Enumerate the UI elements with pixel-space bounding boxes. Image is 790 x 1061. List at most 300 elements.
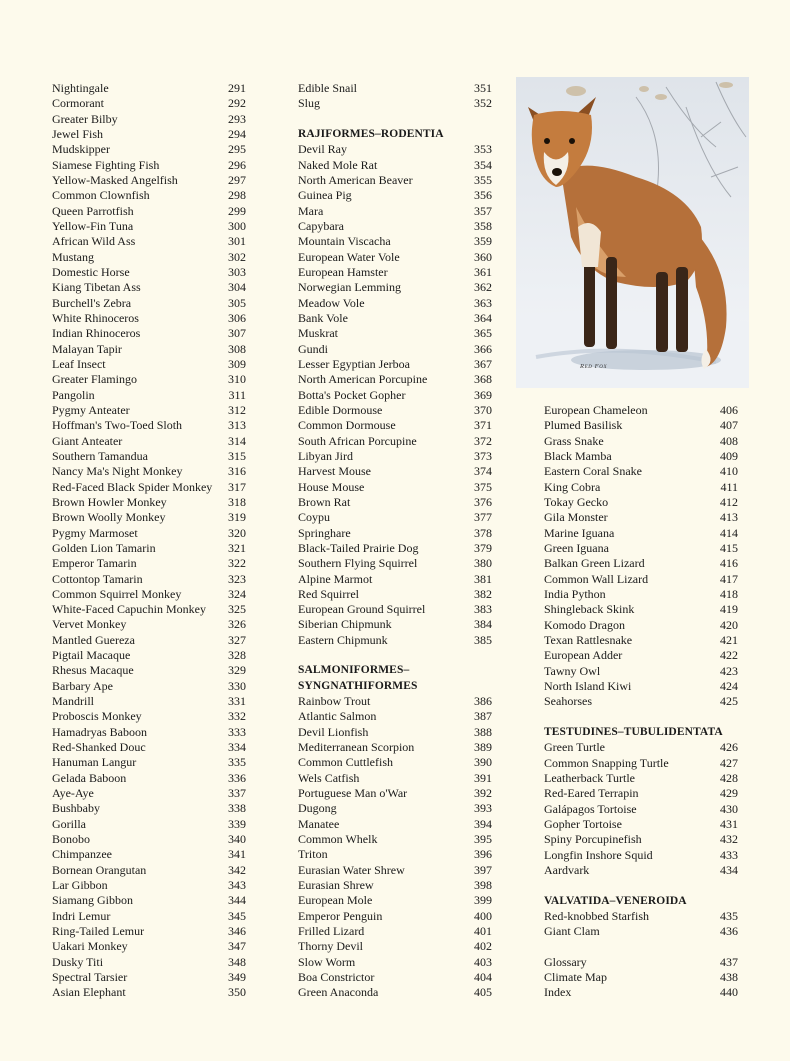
contents-entry xyxy=(544,403,738,418)
entry-name: Gundi xyxy=(298,341,328,356)
contents-column-1 xyxy=(52,81,246,1001)
contents-entry xyxy=(298,81,492,96)
entry-name: Leatherback Turtle xyxy=(544,770,635,785)
entry-name: Common Whelk xyxy=(298,832,378,847)
contents-entry xyxy=(52,587,246,602)
entry-page-number: 302 xyxy=(228,249,246,264)
contents-entry xyxy=(52,81,246,96)
contents-column-2 xyxy=(298,81,492,1001)
entry-page-number: 415 xyxy=(720,540,738,555)
entry-name: Seahorses xyxy=(544,694,592,709)
spacer xyxy=(544,939,738,954)
entry-page-number: 371 xyxy=(474,418,492,433)
entry-page-number: 332 xyxy=(228,709,246,724)
entry-page-number: 380 xyxy=(474,556,492,571)
entry-page-number: 360 xyxy=(474,249,492,264)
section-heading: VALVATIDA–VENEROIDA xyxy=(544,894,687,907)
entry-page-number: 436 xyxy=(720,924,738,939)
entry-name: King Cobra xyxy=(544,479,601,494)
entry-name: Barbary Ape xyxy=(52,678,113,693)
entry-name: Frilled Lizard xyxy=(298,924,365,939)
entry-page-number: 387 xyxy=(474,709,492,724)
entry-name: Bank Vole xyxy=(298,310,348,325)
contents-entry xyxy=(298,970,492,985)
contents-entry xyxy=(52,924,246,939)
contents-entry xyxy=(298,96,492,111)
entry-page-number: 322 xyxy=(228,556,246,571)
entry-name: Texan Rattlesnake xyxy=(544,632,633,647)
entry-name: India Python xyxy=(544,586,606,601)
entry-page-number: 389 xyxy=(474,740,492,755)
entry-page-number: 298 xyxy=(228,188,246,203)
entry-page-number: 428 xyxy=(720,770,738,785)
contents-entry xyxy=(544,832,738,847)
entry-name: Norwegian Lemming xyxy=(298,280,401,295)
entry-name: Bornean Orangutan xyxy=(52,862,147,877)
contents-entry xyxy=(52,265,246,280)
contents-entry xyxy=(544,756,738,771)
entry-page-number: 353 xyxy=(474,142,492,157)
entry-name: Queen Parrotfish xyxy=(52,203,134,218)
contents-entry xyxy=(52,694,246,709)
entry-page-number: 351 xyxy=(474,81,492,95)
entry-name: Bonobo xyxy=(52,832,91,847)
entry-name: Red-Eared Terrapin xyxy=(544,786,639,801)
contents-entry xyxy=(544,449,738,464)
entry-name: Southern Flying Squirrel xyxy=(298,556,418,571)
entry-page-number: 326 xyxy=(228,617,246,632)
entry-page-number: 321 xyxy=(228,540,246,555)
entry-page-number: 374 xyxy=(474,464,492,479)
entry-name: Bushbaby xyxy=(52,801,100,816)
contents-entry xyxy=(298,587,492,602)
entry-page-number: 429 xyxy=(720,786,738,801)
contents-entry xyxy=(298,893,492,908)
entry-name: Eastern Chipmunk xyxy=(298,632,388,647)
entry-name: Coypu xyxy=(298,510,331,525)
entry-name: North American Beaver xyxy=(298,172,413,187)
contents-entry xyxy=(298,219,492,234)
entry-page-number: 366 xyxy=(474,341,492,356)
contents-entry xyxy=(52,725,246,740)
entry-name: Lar Gibbon xyxy=(52,878,108,893)
entry-page-number: 309 xyxy=(228,356,246,371)
contents-entry xyxy=(298,296,492,311)
entry-page-number: 297 xyxy=(228,172,246,187)
contents-entry xyxy=(52,817,246,832)
entry-name: Pigtail Macaque xyxy=(52,648,131,663)
entry-page-number: 416 xyxy=(720,556,738,571)
contents-entry xyxy=(298,403,492,418)
contents-entry xyxy=(298,924,492,939)
entry-page-number: 319 xyxy=(228,510,246,525)
entry-page-number: 410 xyxy=(720,464,738,479)
entry-name: Malayan Tapir xyxy=(52,341,122,356)
contents-entry xyxy=(298,510,492,525)
entry-name: Nightingale xyxy=(52,81,109,95)
entry-page-number: 307 xyxy=(228,326,246,341)
entry-name: Mountain Viscacha xyxy=(298,234,391,249)
entry-name: Rhesus Macaque xyxy=(52,663,134,678)
entry-page-number: 417 xyxy=(720,571,738,586)
contents-entry xyxy=(52,847,246,862)
entry-name: Aardvark xyxy=(544,862,590,877)
contents-entry xyxy=(298,388,492,403)
contents-entry xyxy=(298,265,492,280)
entry-name: Siamese Fighting Fish xyxy=(52,157,160,172)
entry-name: Harvest Mouse xyxy=(298,464,371,479)
entry-page-number: 377 xyxy=(474,510,492,525)
entry-page-number: 311 xyxy=(228,387,246,402)
entry-name: Mara xyxy=(298,203,324,218)
entry-page-number: 403 xyxy=(474,954,492,969)
contents-entry xyxy=(52,556,246,571)
contents-entry xyxy=(298,740,492,755)
entry-page-number: 345 xyxy=(228,908,246,923)
entry-name: Greater Bilby xyxy=(52,111,118,126)
entry-page-number: 340 xyxy=(228,832,246,847)
entry-page-number: 409 xyxy=(720,448,738,463)
entry-name: Mandrill xyxy=(52,694,94,709)
contents-entry xyxy=(52,939,246,954)
contents-entry xyxy=(52,572,246,587)
entry-name: Tawny Owl xyxy=(544,663,601,678)
entry-name: Edible Dormouse xyxy=(298,402,383,417)
entry-name: Komodo Dragon xyxy=(544,617,625,632)
contents-entry xyxy=(298,357,492,372)
entry-name: African Wild Ass xyxy=(52,234,136,249)
entry-name: Devil Ray xyxy=(298,142,347,157)
contents-entry xyxy=(544,526,738,541)
entry-name: Thorny Devil xyxy=(298,939,363,954)
entry-name: Grass Snake xyxy=(544,433,604,448)
entry-page-number: 424 xyxy=(720,678,738,693)
contents-entry xyxy=(544,495,738,510)
entry-name: Devil Lionfish xyxy=(298,724,369,739)
contents-entry xyxy=(298,372,492,387)
entry-name: Hoffman's Two-Toed Sloth xyxy=(52,418,183,433)
entry-page-number: 385 xyxy=(474,632,492,647)
entry-name: Rainbow Trout xyxy=(298,694,371,709)
contents-entry xyxy=(298,464,492,479)
entry-page-number: 344 xyxy=(228,893,246,908)
entry-name: Plumed Basilisk xyxy=(544,418,623,433)
entry-page-number: 388 xyxy=(474,724,492,739)
contents-entry xyxy=(544,786,738,801)
contents-entry xyxy=(52,142,246,157)
contents-entry xyxy=(52,495,246,510)
entry-name: White Rhinoceros xyxy=(52,310,139,325)
contents-entry xyxy=(52,510,246,525)
entry-page-number: 359 xyxy=(474,234,492,249)
contents-entry xyxy=(544,848,738,863)
contents-entry xyxy=(544,679,738,694)
contents-entry xyxy=(52,449,246,464)
entry-page-number: 306 xyxy=(228,310,246,325)
entry-page-number: 329 xyxy=(228,663,246,678)
entry-name: Common Squirrel Monkey xyxy=(52,586,182,601)
entry-name: Gorilla xyxy=(52,816,86,831)
entry-page-number: 313 xyxy=(228,418,246,433)
contents-entry xyxy=(298,526,492,541)
entry-page-number: 401 xyxy=(474,924,492,939)
contents-entry xyxy=(52,280,246,295)
entry-name: Tokay Gecko xyxy=(544,494,609,509)
contents-entry xyxy=(52,526,246,541)
entry-page-number: 330 xyxy=(228,678,246,693)
contents-entry xyxy=(52,909,246,924)
entry-name: Aye-Aye xyxy=(52,786,94,801)
entry-page-number: 390 xyxy=(474,755,492,770)
entry-page-number: 294 xyxy=(228,126,246,141)
entry-page-number: 437 xyxy=(720,954,738,969)
contents-entry xyxy=(52,219,246,234)
contents-entry xyxy=(52,863,246,878)
entry-page-number: 420 xyxy=(720,617,738,632)
contents-entry xyxy=(298,939,492,954)
entry-name: Hanuman Langur xyxy=(52,755,137,770)
contents-entry xyxy=(298,725,492,740)
entry-page-number: 364 xyxy=(474,310,492,325)
contents-entry xyxy=(52,955,246,970)
contents-entry xyxy=(298,188,492,203)
entry-name: Eastern Coral Snake xyxy=(544,464,642,479)
entry-page-number: 399 xyxy=(474,893,492,908)
spacer xyxy=(298,112,492,127)
entry-page-number: 393 xyxy=(474,801,492,816)
entry-page-number: 341 xyxy=(228,847,246,862)
entry-name: Gopher Tortoise xyxy=(544,816,622,831)
contents-entry xyxy=(298,847,492,862)
contents-entry xyxy=(52,648,246,663)
contents-entry xyxy=(298,173,492,188)
entry-name: Brown Woolly Monkey xyxy=(52,510,166,525)
entry-page-number: 300 xyxy=(228,218,246,233)
entry-page-number: 335 xyxy=(228,755,246,770)
entry-page-number: 323 xyxy=(228,571,246,586)
entry-name: Uakari Monkey xyxy=(52,939,128,954)
entry-name: Shingleback Skink xyxy=(544,602,635,617)
entry-name: Triton xyxy=(298,847,328,862)
contents-entry xyxy=(298,434,492,449)
entry-page-number: 372 xyxy=(474,433,492,448)
entry-page-number: 425 xyxy=(720,694,738,709)
contents-entry xyxy=(298,771,492,786)
entry-page-number: 394 xyxy=(474,816,492,831)
entry-name: Index xyxy=(544,985,572,1000)
contents-entry xyxy=(298,311,492,326)
contents-entry xyxy=(52,464,246,479)
contents-entry xyxy=(52,388,246,403)
entry-page-number: 336 xyxy=(228,770,246,785)
entry-name: Common Cuttlefish xyxy=(298,755,394,770)
entry-page-number: 333 xyxy=(228,724,246,739)
entry-name: Slug xyxy=(298,96,321,111)
entry-page-number: 412 xyxy=(720,494,738,509)
entry-name: Yellow-Masked Angelfish xyxy=(52,172,178,187)
entry-name: Leaf Insect xyxy=(52,356,106,371)
entry-page-number: 346 xyxy=(228,924,246,939)
entry-name: Wels Catfish xyxy=(298,770,360,785)
entry-page-number: 293 xyxy=(228,111,246,126)
contents-entry xyxy=(52,985,246,1000)
contents-entry xyxy=(298,480,492,495)
entry-name: Siberian Chipmunk xyxy=(298,617,392,632)
entry-page-number: 434 xyxy=(720,862,738,877)
entry-page-number: 418 xyxy=(720,586,738,601)
contents-entry xyxy=(52,663,246,678)
contents-entry xyxy=(298,326,492,341)
entry-name: Marine Iguana xyxy=(544,525,615,540)
contents-entry xyxy=(52,602,246,617)
contents-entry xyxy=(298,342,492,357)
section-heading: SYNGNATHIFORMES xyxy=(298,679,418,692)
entry-name: Botta's Pocket Gopher xyxy=(298,387,406,402)
entry-name: Brown Howler Monkey xyxy=(52,494,167,509)
entry-name: Eurasian Water Shrew xyxy=(298,862,405,877)
entry-page-number: 357 xyxy=(474,203,492,218)
entry-page-number: 303 xyxy=(228,264,246,279)
entry-name: Red-knobbed Starfish xyxy=(544,908,649,923)
entry-page-number: 342 xyxy=(228,862,246,877)
entry-page-number: 413 xyxy=(720,510,738,525)
contents-entry xyxy=(544,618,738,633)
contents-entry xyxy=(52,173,246,188)
entry-page-number: 347 xyxy=(228,939,246,954)
contents-entry xyxy=(544,664,738,679)
entry-page-number: 383 xyxy=(474,602,492,617)
contents-entry xyxy=(298,694,492,709)
entry-name: Boa Constrictor xyxy=(298,970,375,985)
contents-entry xyxy=(298,280,492,295)
contents-entry xyxy=(52,679,246,694)
entry-page-number: 337 xyxy=(228,786,246,801)
contents-entry xyxy=(544,572,738,587)
entry-name: Common Dormouse xyxy=(298,418,396,433)
red-fox-illustration xyxy=(516,77,749,388)
contents-entry xyxy=(298,817,492,832)
entry-page-number: 304 xyxy=(228,280,246,295)
entry-name: Libyan Jird xyxy=(298,448,353,463)
entry-page-number: 327 xyxy=(228,632,246,647)
entry-page-number: 367 xyxy=(474,356,492,371)
contents-entry xyxy=(298,556,492,571)
entry-name: Climate Map xyxy=(544,970,607,985)
figure-caption: Red Fox xyxy=(580,363,608,370)
contents-entry xyxy=(298,449,492,464)
entry-page-number: 320 xyxy=(228,525,246,540)
contents-entry xyxy=(298,955,492,970)
entry-page-number: 406 xyxy=(720,403,738,417)
entry-name: Jewel Fish xyxy=(52,126,103,141)
entry-name: Red Squirrel xyxy=(298,586,359,601)
entry-page-number: 361 xyxy=(474,264,492,279)
entry-page-number: 299 xyxy=(228,203,246,218)
entry-name: Gila Monster xyxy=(544,510,608,525)
contents-entry xyxy=(298,617,492,632)
entry-page-number: 292 xyxy=(228,96,246,111)
contents-entry xyxy=(298,755,492,770)
entry-page-number: 378 xyxy=(474,525,492,540)
contents-entry xyxy=(52,755,246,770)
contents-entry xyxy=(52,403,246,418)
entry-page-number: 305 xyxy=(228,295,246,310)
contents-entry xyxy=(52,188,246,203)
entry-page-number: 421 xyxy=(720,632,738,647)
contents-entry xyxy=(544,434,738,449)
spacer xyxy=(544,710,738,725)
entry-name: Common Snapping Turtle xyxy=(544,755,669,770)
entry-page-number: 382 xyxy=(474,586,492,601)
entry-page-number: 295 xyxy=(228,142,246,157)
entry-page-number: 433 xyxy=(720,847,738,862)
entry-name: Cormorant xyxy=(52,96,104,111)
entry-name: Eurasian Shrew xyxy=(298,878,374,893)
entry-page-number: 362 xyxy=(474,280,492,295)
entry-name: Green Turtle xyxy=(544,740,605,755)
contents-entry xyxy=(298,878,492,893)
entry-name: Giant Anteater xyxy=(52,433,123,448)
entry-name: North Island Kiwi xyxy=(544,678,632,693)
entry-name: Naked Mole Rat xyxy=(298,157,378,172)
entry-page-number: 365 xyxy=(474,326,492,341)
entry-name: Brown Rat xyxy=(298,494,351,509)
entry-name: Longfin Inshore Squid xyxy=(544,847,653,862)
entry-name: Nancy Ma's Night Monkey xyxy=(52,464,183,479)
entry-name: Vervet Monkey xyxy=(52,617,127,632)
spacer xyxy=(298,648,492,663)
contents-entry xyxy=(52,709,246,724)
entry-name: Indian Rhinoceros xyxy=(52,326,141,341)
entry-page-number: 301 xyxy=(228,234,246,249)
entry-page-number: 405 xyxy=(474,985,492,1000)
entry-name: European Ground Squirrel xyxy=(298,602,426,617)
contents-entry xyxy=(52,633,246,648)
contents-entry xyxy=(52,158,246,173)
entry-name: White-Faced Capuchin Monkey xyxy=(52,602,206,617)
entry-page-number: 427 xyxy=(720,755,738,770)
entry-page-number: 384 xyxy=(474,617,492,632)
contents-entry xyxy=(52,342,246,357)
entry-name: Muskrat xyxy=(298,326,338,341)
entry-page-number: 430 xyxy=(720,801,738,816)
entry-page-number: 296 xyxy=(228,157,246,172)
contents-entry xyxy=(544,909,738,924)
entry-name: Common Wall Lizard xyxy=(544,571,649,586)
entry-page-number: 381 xyxy=(474,571,492,586)
contents-entry xyxy=(298,250,492,265)
entry-name: Lesser Egyptian Jerboa xyxy=(298,356,410,371)
contents-entry xyxy=(298,985,492,1000)
contents-entry xyxy=(298,786,492,801)
contents-entry xyxy=(52,434,246,449)
contents-entry xyxy=(544,480,738,495)
contents-entry xyxy=(52,541,246,556)
contents-entry xyxy=(298,204,492,219)
section-heading: TESTUDINES–TUBULIDENTATA xyxy=(544,725,723,738)
entry-page-number: 354 xyxy=(474,157,492,172)
entry-page-number: 391 xyxy=(474,770,492,785)
entry-name: Manatee xyxy=(298,816,340,831)
entry-name: European Adder xyxy=(544,648,623,663)
contents-entry xyxy=(544,955,738,970)
entry-page-number: 423 xyxy=(720,663,738,678)
contents-entry xyxy=(298,863,492,878)
entry-name: Domestic Horse xyxy=(52,264,130,279)
entry-page-number: 324 xyxy=(228,586,246,601)
entry-page-number: 369 xyxy=(474,387,492,402)
entry-name: European Water Vole xyxy=(298,249,400,264)
